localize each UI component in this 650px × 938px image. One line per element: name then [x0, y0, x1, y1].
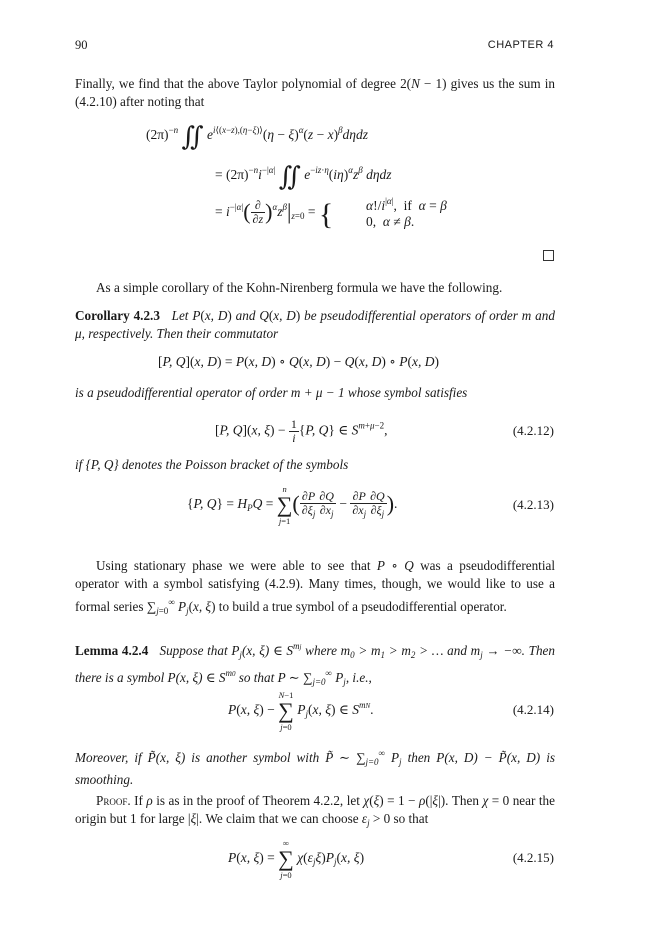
commutator-equation: [P, Q](x, D) = P(x, D) ∘ Q(x, D) − Q(x, D) ∘ P(x, D): [158, 354, 439, 369]
equation-line-3: = $i^{-|\alpha|}$( $\frac{\partial}{\partial z}$ )$^\alpha z^\beta|_{z=0}$ = {: [215, 198, 334, 231]
paragraph-formal-series: Using stationary phase we were able to see that P ∘ Q was a pseudodifferential operator with a symbol satisfying (4.2.9). Many times, though, we would like to use a formal series $\sum_{j=0}^\infty$ $P_j(x$, ξ) to build a true symbol of a pseudodifferential operator.: [75, 558, 556, 616]
equation-number-4-2-15: (4.2.15): [512, 850, 554, 865]
proof-paragraph: Proof. If ρ is as in the proof of Theorem 4.2.2, let χ(ξ) = 1 − ρ(|ξ|). Then χ = 0 near the origin but 1 for large |ξ|. We claim that we can choose $\varepsilon_j > 0$ so that: [75, 793, 555, 828]
equation-case-1: $\alpha!/i^{|\alpha|}$, if α = β: [366, 196, 447, 213]
equation-4-2-13: {P, $Q\} = H_PQ$ = n ∑ j=1 ( $\frac{\partial P}{\partial\xi_j}$ $\frac{\partial Q}{\partial x_j}$ − $\frac{\partial P}{\partial x_j}$ $\frac{\partial Q}{\partial\xi_j}$ ).: [187, 484, 398, 526]
equation-line-2: = $(2\pi)^{-n}i^{-|\alpha|}$ ∬ $e^{-iz\cdot\eta}(i\eta)^\alpha z^\beta$ dηdz: [215, 162, 392, 191]
corollary-statement: Corollary 4.2.3 Let P(x, D) and Q(x, D) be pseudodifferential operators of order m and μ, respectively. Then their commutator: [75, 308, 555, 341]
qed-box-icon: [543, 250, 554, 261]
lemma-statement: Lemma 4.2.4 Suppose that $P_j(x$, ξ) ∈ $S^{mj}$ where $m_0 > m_1 > m_2$ > … and $m_j$ → −∞. Then there is a symbol P(x, ξ) ∈ $S^{m0}$ so that P ∼ $\sum_{j=0}^\infty$ $P_j$, i.e.,: [75, 641, 556, 687]
chapter-heading: CHAPTER 4: [487, 39, 554, 51]
paragraph-taylor: Finally, we find that the above Taylor polynomial of degree 2(N − 1) gives us the sum in (4.2.10) after noting that: [75, 76, 555, 109]
page-number: 90: [75, 38, 88, 52]
poisson-bracket-text: if {P, Q} denotes the Poisson bracket of the symbols: [75, 457, 349, 472]
equation-number-4-2-12: (4.2.12): [512, 423, 554, 438]
equation-4-2-15: P(x, ξ) = ∞ ∑ j=0 $\chi(\varepsilon_j\xi)P_j(x$, ξ): [228, 838, 365, 880]
paragraph-corollary-intro: As a simple corollary of the Kohn-Nirenberg formula we have the following.: [96, 280, 503, 295]
equation-line-1: $(2\pi)^{-n}$ ∬ $e^{i⟨(x-z),(\eta-\xi)⟩}(\eta - \xi)^\alpha(z - x)^\beta d\eta dz$: [146, 122, 368, 151]
corollary-symbol-text: is a pseudodifferential operator of order m + μ − 1 whose symbol satisfies: [75, 385, 468, 400]
lemma-smoothing-text: Moreover, if P̃(x, ξ) is another symbol with P̃ ∼ $\sum_{j=0}^\infty$ $P_j$ then P(x, D) − P̃(x, D) is smoothing.: [75, 748, 555, 787]
equation-number-4-2-13: (4.2.13): [512, 497, 554, 512]
equation-4-2-14: P(x, ξ) − N−1 ∑ j=0 $P_j(x$, ξ) ∈ $S^{mN}$.: [228, 690, 374, 732]
equation-4-2-12: [P, Q](x, ξ) − $\frac{1}{i}$ {P, Q} ∈ $S^{m+\mu-2}$,: [215, 417, 388, 445]
equation-case-2: 0, α ≠ β.: [366, 214, 415, 229]
equation-number-4-2-14: (4.2.14): [512, 702, 554, 717]
